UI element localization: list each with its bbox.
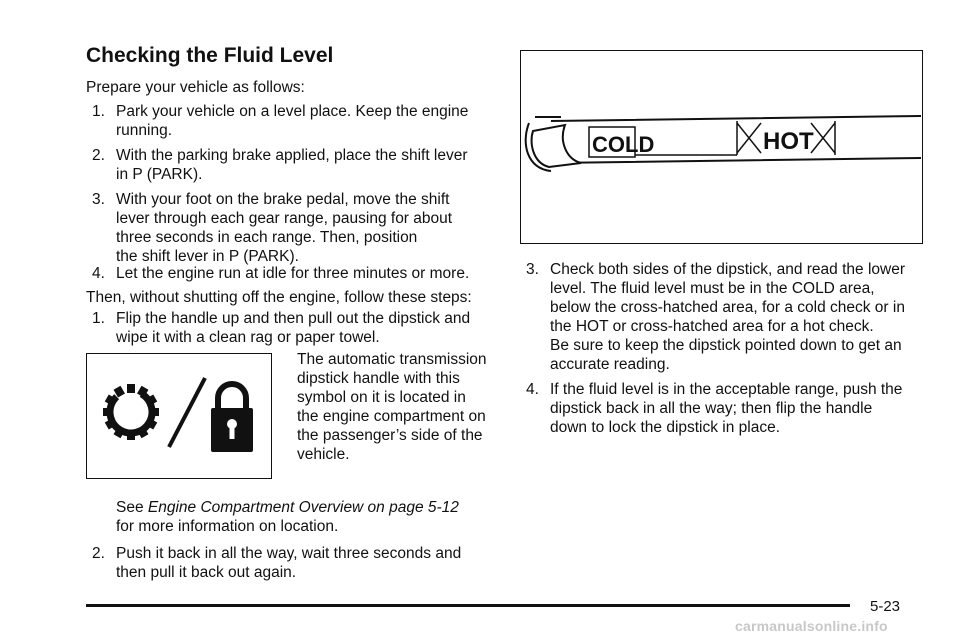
see-reference-suffix: for more information on location. [116, 518, 339, 535]
intro-text: Prepare your vehicle as follows: [86, 79, 305, 96]
footer-rule [86, 604, 850, 607]
prep-step-1-line-2: running. [116, 122, 173, 139]
step-1-line-2: wipe it with a clean rag or paper towel. [116, 329, 380, 346]
dipstick-figure [520, 50, 923, 244]
engine-compartment-reference-link[interactable]: Engine Compartment Overview on page 5-12 [147, 499, 459, 516]
step-1-line-1: Flip the handle up and then pull out the dipstick and [116, 310, 471, 327]
step-4-line-1: If the fluid level is in the acceptable range, push the [550, 381, 903, 398]
dipstick-illustration [521, 51, 923, 244]
prep-step-3-line-2: lever through each gear range, pausing for about [116, 210, 453, 227]
symbol-caption-line-4: the engine compartment on [297, 408, 486, 425]
step-3-line-6: accurate reading. [550, 356, 670, 373]
hot-zone-marker [737, 121, 835, 155]
gear-icon [102, 383, 159, 440]
prep-step-2-number: 2. [92, 147, 105, 164]
see-prefix: See [116, 499, 148, 516]
prep-step-2-line-1: With the parking brake applied, place the shift lever [116, 147, 468, 164]
step-3-line-1: Check both sides of the dipstick, and read the lower [550, 261, 905, 278]
watermark: carmanualsonline.info [735, 618, 888, 634]
prep-step-1-line-1: Park your vehicle on a level place. Keep the engine [116, 103, 469, 120]
step-2-line-2: then pull it back out again. [116, 564, 297, 581]
step-4-number: 4. [526, 381, 539, 398]
hot-label: HOT [763, 128, 814, 155]
step-4-line-2: dipstick back in all the way; then flip the handle [550, 400, 873, 417]
step-2-number: 2. [92, 545, 105, 562]
prep-step-4-number: 4. [92, 265, 105, 282]
step-1-number: 1. [92, 310, 105, 327]
step-3-line-5: Be sure to keep the dipstick pointed down to get an [550, 337, 902, 354]
step-4-line-3: down to lock the dipstick in place. [550, 419, 781, 436]
section-title: Checking the Fluid Level [86, 44, 334, 67]
then-text: Then, without shutting off the engine, follow these steps: [86, 289, 472, 306]
prep-step-3-line-4: the shift lever in P (PARK). [116, 248, 299, 265]
symbol-caption-line-3: symbol on it is located in [297, 389, 466, 406]
step-3-number: 3. [526, 261, 539, 278]
prep-step-3-line-3: three seconds in each range. Then, position [116, 229, 418, 246]
step-2-line-1: Push it back in all the way, wait three seconds and [116, 545, 462, 562]
see-reference [116, 498, 459, 517]
step-3-line-2: level. The fluid level must be in the COLD area, [550, 280, 875, 297]
prep-step-3-line-1: With your foot on the brake pedal, move the shift [116, 191, 450, 208]
gear-lock-symbol [87, 354, 273, 480]
prep-step-4-line-1: Let the engine run at idle for three minutes or more. [116, 265, 470, 282]
symbol-caption-line-5: the passenger’s side of the [297, 427, 483, 444]
symbol-caption-line-1: The automatic transmission [297, 351, 487, 368]
symbol-caption-line-6: vehicle. [297, 446, 350, 463]
symbol-caption-line-2: dipstick handle with this [297, 370, 460, 387]
step-3-line-4: the HOT or cross-hatched area for a hot check. [550, 318, 874, 335]
page-number: 5-23 [870, 598, 901, 615]
cold-label: COLD [592, 132, 655, 157]
prep-step-2-line-2: in P (PARK). [116, 166, 203, 183]
transmission-symbol-figure [86, 353, 272, 479]
step-3-line-3: below the cross-hatched area, for a cold check or in [550, 299, 905, 316]
prep-step-3-number: 3. [92, 191, 105, 208]
divider-slash-icon [169, 378, 205, 447]
lock-icon [211, 384, 253, 452]
prep-step-1-number: 1. [92, 103, 105, 120]
